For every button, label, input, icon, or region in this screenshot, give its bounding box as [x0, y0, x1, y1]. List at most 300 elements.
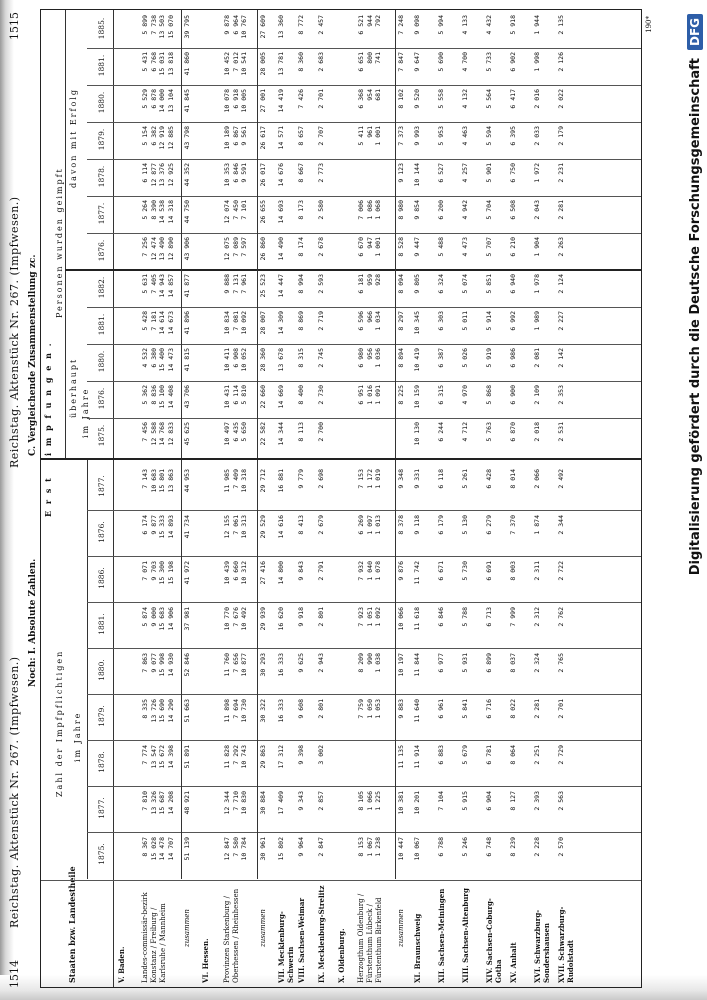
table-cell: 7 426	[297, 89, 305, 109]
table-cell: 2 570	[557, 837, 565, 857]
table-cell: 6 179	[437, 515, 445, 535]
table-cell: 2 765	[557, 653, 565, 673]
table-cell: 11 914	[413, 745, 421, 769]
table-cell: 10 130	[413, 422, 421, 446]
table-cell: 15 802	[277, 837, 285, 861]
year-header: 1881.	[97, 613, 106, 635]
table-cell: 9 348	[397, 469, 405, 489]
table-cell: 10 431 6 114 5 810	[223, 385, 248, 409]
table-cell: 7 104	[437, 791, 445, 811]
table-right-super-a: i m p f u n g e n .	[43, 341, 53, 456]
table-cell: 16 620	[277, 607, 285, 631]
table-cell: 6 671	[437, 561, 445, 581]
running-header	[8, 12, 28, 988]
table-cell: 41 972	[183, 561, 191, 585]
table-cell: 8 022	[509, 699, 517, 719]
table-cell: 4 970	[461, 385, 469, 405]
table-cell: 6 521 944 792	[357, 15, 382, 35]
table-cell: 29 712	[259, 469, 267, 493]
label-column-rule	[41, 880, 641, 881]
footnote-number: 190*	[645, 16, 653, 33]
year-header: 1878.	[97, 165, 106, 188]
table-cell: 2 081	[533, 348, 541, 368]
table-cell: 4 133	[461, 15, 469, 35]
table-cell: 41 896	[183, 311, 191, 335]
column-rule	[87, 307, 641, 308]
table-cell: 2 457	[317, 15, 325, 35]
year-header: 1875.	[97, 424, 106, 447]
table-cell: 1 972	[533, 163, 541, 183]
year-header: 1876.	[97, 239, 106, 262]
table-cell: 14 419	[277, 89, 285, 113]
row-label: XVI. Schwarzburg-Sondershausen	[533, 909, 551, 983]
table-cell: 43 798	[183, 126, 191, 150]
table-cell: 2 043	[533, 200, 541, 220]
table-cell: 9 876	[397, 561, 405, 581]
table-cell: 2 135	[557, 15, 565, 35]
table-cell: 13 360	[277, 15, 285, 39]
table-cell: 7 923 1 051 1 092	[357, 607, 382, 627]
table-cell: 7 373	[397, 126, 405, 146]
table-cell: 5 594	[485, 126, 493, 146]
year-header: 1875.	[97, 843, 106, 865]
table-cell: 9 878 6 964 10 767	[223, 15, 248, 39]
page-number-left: 1514	[8, 960, 21, 988]
table-cell: 5 994	[437, 15, 445, 35]
table-cell: 7 774 13 547 15 672 14 398	[141, 745, 175, 769]
table-cell: 9 993	[413, 126, 421, 146]
row-label: zusammen	[183, 909, 191, 947]
table-cell: 8 174	[297, 237, 305, 257]
table-cell: 9 805	[413, 274, 421, 294]
table-cell: 2 109	[533, 385, 541, 405]
table-cell: 8 869	[297, 311, 305, 331]
table-cell: 4 257	[461, 163, 469, 183]
table-cell: 7 863 9 077 15 998 14 930	[141, 653, 175, 677]
table-cell: 26 655	[259, 200, 267, 224]
table-cell: 8 113	[297, 422, 305, 442]
table-cell: 2 228	[533, 837, 541, 857]
table-cell: 2 700	[317, 422, 325, 442]
table-cell: 14 447	[277, 274, 285, 298]
table-cell: 6 428	[485, 469, 493, 489]
table-cell: 39 795	[183, 15, 191, 39]
table-cell: 10 066	[397, 607, 405, 631]
column-rule	[87, 602, 641, 603]
table-cell: 2 722	[557, 561, 565, 581]
table-cell: 6 750	[509, 163, 517, 183]
table-cell: 14 571	[277, 126, 285, 150]
table-cell: 5 788	[461, 607, 469, 627]
table-cell: 48 921	[183, 791, 191, 815]
row-label: XV. Anhalt	[509, 942, 518, 983]
table-cell: 27 416	[259, 561, 267, 585]
subtotal-rule	[395, 10, 396, 458]
column-rule	[87, 832, 641, 833]
table-cell: 8 400	[297, 385, 305, 405]
column-rule	[87, 48, 641, 49]
table-cell: 28 007	[259, 311, 267, 335]
table-cell: 28 360	[259, 348, 267, 372]
table-cell: 5 841	[461, 699, 469, 719]
table-cell: 16 881	[277, 469, 285, 493]
table-cell: 2 311	[533, 561, 541, 581]
table-cell: 45 625	[183, 422, 191, 446]
table-cell: 2 018	[533, 422, 541, 442]
table-cell: 6 508	[509, 200, 517, 220]
table-cell: 27 609	[259, 15, 267, 39]
table-cell: 6 174 9 877 15 333 14 893	[141, 515, 175, 539]
table-cell: 6 368 954 681	[357, 89, 382, 109]
table-cell: 12 847 7 580 10 784	[223, 837, 248, 861]
table-cell: 6 279	[485, 515, 493, 535]
subtotal-rule	[181, 10, 182, 458]
table-cell: 6 691	[485, 561, 493, 581]
table-cell: 8 064	[509, 745, 517, 765]
table-cell: 2 745	[317, 348, 325, 368]
header-bottom-rule	[113, 10, 114, 458]
table-cell: 11 985 7 409 10 318	[223, 469, 248, 493]
column-rule	[87, 694, 641, 695]
table-cell: 8 239	[509, 837, 517, 857]
column-rule	[87, 233, 641, 234]
table-cell: 2 066	[533, 469, 541, 489]
table-cell: 2 393	[533, 791, 541, 811]
table-cell: 5 411 961 1 001	[357, 126, 382, 146]
table-cell: 1 874	[533, 515, 541, 535]
table-cell: 6 748	[485, 837, 493, 857]
table-cell: 6 417	[509, 89, 517, 109]
subtotal-rule	[395, 459, 396, 879]
table-cell: 5 362 8 836 15 100 14 408	[141, 385, 175, 409]
table-cell: 7 810 13 326 15 687 14 208	[141, 791, 175, 815]
column-rule	[87, 159, 641, 160]
table-cell: 44 953	[183, 469, 191, 493]
table-cell: 10 345	[413, 311, 421, 335]
year-header: 1879.	[97, 705, 106, 727]
table-cell: 2 762	[557, 607, 565, 627]
table-cell: 17 409	[277, 791, 285, 815]
column-rule	[87, 786, 641, 787]
year-header: 1877.	[97, 202, 106, 225]
table-cell: 5 915	[461, 791, 469, 811]
row-label: VII. Mecklenburg-Schwerin	[277, 911, 295, 983]
table-cell: 6 395	[509, 126, 517, 146]
table-cell: 5 261	[461, 469, 469, 489]
column-rule	[87, 740, 641, 741]
table-cell: 9 331	[413, 469, 421, 489]
table-cell: 8 315	[297, 348, 305, 368]
table-cell: 2 281	[533, 699, 541, 719]
table-cell: 7 006 1 086 1 068	[357, 200, 382, 220]
table-cell: 5 264 8 390 14 538 14 318	[141, 200, 175, 224]
table-cell: 6 870	[509, 422, 517, 442]
table-cell: 2 683	[317, 52, 325, 72]
table-cell: 2 231	[557, 163, 565, 183]
table-cell: 7 456 12 588 14 768 12 833	[141, 422, 175, 446]
table-cell: 8 102	[397, 89, 405, 109]
table-cell: 16 333	[277, 653, 285, 677]
table-cell: 6 902	[509, 52, 517, 72]
table-cell: 1 904	[533, 237, 541, 257]
table-cell: 9 608	[297, 699, 305, 719]
table-cell: 8 014	[509, 469, 517, 489]
table-cell: 9 854	[413, 200, 421, 220]
table-cell: 2 179	[557, 126, 565, 146]
table-cell: 14 693	[277, 200, 285, 224]
table-cell: 14 669	[277, 385, 285, 409]
page-number-right: 1515	[8, 12, 21, 40]
table-cell: 6 651 800 741	[357, 52, 382, 72]
row-label: XIII. Sachsen-Altenburg	[461, 888, 470, 983]
column-rule	[87, 381, 641, 382]
table-cell: 7 370	[509, 515, 517, 535]
table-cell: 13 678	[277, 348, 285, 372]
table-cell: 14 616	[277, 515, 285, 539]
table-cell: 2 281	[557, 200, 565, 220]
table-cell: 9 123	[397, 163, 405, 183]
table-cell: 11 135	[397, 745, 405, 769]
table-cell: 8 335 13 726 15 690 14 290	[141, 699, 175, 723]
table-cell: 14 800	[277, 561, 285, 585]
year-header: 1885.	[97, 17, 106, 40]
table-cell: 10 078 6 918 10 005	[223, 89, 248, 113]
table-cell: 5 690	[437, 52, 445, 72]
table-cell: 8 657	[297, 126, 305, 146]
table-cell: 44 352	[183, 163, 191, 187]
table-cell: 17 312	[277, 745, 285, 769]
table-cell: 13 781	[277, 52, 285, 76]
dfg-logo-icon: DFG	[687, 14, 703, 50]
table-right-sub-right: davon mit Erfolg	[69, 88, 78, 188]
table-cell: 10 353 6 846 9 591	[223, 163, 248, 187]
table-cell: 8 378	[397, 515, 405, 535]
table-cell: 6 200	[437, 200, 445, 220]
year-header: 1880.	[97, 350, 106, 373]
table-cell: 2 593	[317, 274, 325, 294]
table-cell: 8 003	[509, 561, 517, 581]
table-cell: 8 772	[297, 15, 305, 35]
table-cell: 9 118	[413, 515, 421, 535]
header-bottom-rule	[113, 459, 114, 987]
table-cell: 12 074 7 450 7 101	[223, 200, 248, 224]
table-cell: 2 344	[557, 515, 565, 535]
table-left-super-c: im Jahre	[73, 711, 82, 762]
table-cell: 5 631 7 405 14 943 14 857	[141, 274, 175, 298]
table-cell: 8 225	[397, 385, 405, 405]
table-cell: 2 353	[557, 385, 565, 405]
table-cell: 28 005	[259, 52, 267, 76]
table-cell: 9 883	[397, 699, 405, 719]
table-cell: 12 075 7 089 7 597	[223, 237, 248, 261]
subtotal-rule	[181, 459, 182, 879]
table-cell: 8 980	[397, 200, 405, 220]
table-cell: 14 309	[277, 311, 285, 335]
table-cell: 10 452 7 012 10 541	[223, 52, 248, 76]
table-cell: 6 118	[437, 469, 445, 489]
running-title-left: Reichstag. Aktenstück Nr. 267. (Impfwesen.)	[8, 656, 21, 928]
table-cell: 14 676	[277, 163, 285, 187]
table-cell: 4 132	[461, 89, 469, 109]
table-cell: 7 256 12 474 13 490 12 890	[141, 237, 175, 261]
column-rule	[87, 344, 641, 345]
table-cell: 11 828 7 292 10 743	[223, 745, 248, 769]
table-cell: 2 679	[317, 515, 325, 535]
table-cell: 10 419	[413, 348, 421, 372]
table-cell: 5 428 7 181 14 614 14 673	[141, 311, 175, 335]
table-cell: 4 942	[461, 200, 469, 220]
year-header: 1880.	[97, 91, 106, 114]
table-cell: 5 874 9 000 15 683 14 906	[141, 607, 175, 631]
column-rule	[87, 122, 641, 123]
table-cell: 8 367 15 028 14 478 14 707	[141, 837, 175, 861]
table-cell: 29 863	[259, 745, 267, 769]
table-cell: 44 750	[183, 200, 191, 224]
table-cell: 10 770 7 676 10 492	[223, 607, 248, 631]
table-cell: 6 846	[437, 607, 445, 627]
table-cell: 2 698	[317, 469, 325, 489]
table-cell: 30 884	[259, 791, 267, 815]
table-cell: 2 251	[533, 745, 541, 765]
table-cell: 25 523	[259, 274, 267, 298]
table-cell: 2 943	[317, 653, 325, 673]
table-cell: 9 447	[413, 237, 421, 257]
column-rule	[87, 556, 641, 557]
table-cell: 6 940	[509, 274, 517, 294]
table-cell: 14 344	[277, 422, 285, 446]
table-cell: 8 894	[397, 348, 405, 368]
table-cell: 2 492	[557, 469, 565, 489]
table-cell: 10 201	[413, 791, 421, 815]
table-cell: 4 463	[461, 126, 469, 146]
table-cell: 2 022	[557, 89, 565, 109]
table-cell: 51 139	[183, 837, 191, 861]
table-cell: 2 227	[557, 311, 565, 331]
table-cell: 11 760 7 656 10 877	[223, 653, 248, 677]
table-right-title: C. Vergleichende Zusammenstellung zc.	[28, 254, 38, 456]
running-title-right: Reichstag. Aktenstück Nr. 267. (Impfwesen.)	[8, 196, 21, 468]
row-label: VIII. Sachsen-Weimar	[297, 897, 306, 983]
table-cell: 8 094	[397, 274, 405, 294]
table-cell: 43 706	[183, 385, 191, 409]
table-cell: 5 488	[437, 237, 445, 257]
table-cell: 6 181 959 928	[357, 274, 382, 294]
table-cell: 1 944	[533, 15, 541, 35]
table-cell: 7 932 1 040 1 078	[357, 561, 382, 581]
table-cell: 2 730	[317, 385, 325, 405]
table-cell: 5 431 6 768 15 031 13 818	[141, 52, 175, 76]
table-cell: 10 411 6 908 10 052	[223, 348, 248, 372]
table-cell: 5 914	[485, 311, 493, 331]
table-cell: 5 529 6 878 14 000 13 104	[141, 89, 175, 113]
table-cell: 9 343	[297, 791, 305, 811]
table-cell: 8 173	[297, 200, 305, 220]
table-cell: 8 105 1 066 1 225	[357, 791, 382, 811]
table-cell: 6 904	[485, 791, 493, 811]
table-cell: 9 918	[297, 607, 305, 627]
table-cell: 2 312	[533, 607, 541, 627]
table-cell: 5 953	[437, 126, 445, 146]
table-cell: 2 701	[317, 89, 325, 109]
table-cell: 6 716	[485, 699, 493, 719]
subtotal-rule	[257, 459, 258, 879]
year-header: 1886.	[97, 567, 106, 589]
corner-label: Staaten bzw. Landestheile	[67, 866, 77, 983]
table-cell: 41 815	[183, 348, 191, 372]
header-rule	[65, 10, 66, 458]
table-cell: 22 582	[259, 422, 267, 446]
table-cell: 6 269 1 097 1 013	[357, 515, 382, 535]
table-cell: 6 961	[437, 699, 445, 719]
table-cell: 2 124	[557, 274, 565, 294]
table-left-super-b: Zahl der Impfpflichtigen	[55, 649, 64, 797]
table-cell: 30 322	[259, 699, 267, 723]
table-cell: 9 625	[297, 653, 305, 673]
table-cell: 6 387	[437, 348, 445, 368]
table-cell: 7 999	[509, 607, 517, 627]
table-cell: 6 992	[509, 311, 517, 331]
table-cell: 5 918	[509, 15, 517, 35]
table-cell: 5 899 7 738 13 503 15 070	[141, 15, 175, 39]
table-cell: 11 844	[413, 653, 421, 677]
row-label: XVII. Schwarzburg-Rudolstadt	[557, 906, 575, 983]
dfg-banner	[683, 0, 707, 1000]
table-cell: 10 381	[397, 791, 405, 815]
table-left-title: Noch: I. Absolute Zahlen.	[28, 558, 38, 687]
table-cell: 8 209 990 1 038	[357, 653, 382, 673]
table-cell: 10 159	[413, 385, 421, 409]
row-label: Herzogthum Oldenburg / Fürstenthum Lübeck / Fürstenthum Birkenfeld	[357, 893, 383, 983]
year-header: 1879.	[97, 128, 106, 151]
table-cell: 2 773	[317, 163, 325, 183]
header-rule	[87, 459, 88, 879]
table-cell: 9 398	[297, 745, 305, 765]
table-cell: 4 473	[461, 237, 469, 257]
table-cell: 1 978	[533, 274, 541, 294]
table-cell: 5 733	[485, 52, 493, 72]
table-cell: 9 647	[413, 52, 421, 72]
row-label: Landes-commissär-bezirk Konstanz / Freiburg / Karlsruhe / Mannheim	[141, 892, 167, 983]
year-header: 1876.	[97, 387, 106, 410]
table-cell: 2 263	[557, 237, 565, 257]
table-cell: 5 011	[461, 311, 469, 331]
table-cell: 5 246	[461, 837, 469, 857]
table-cell: 2 580	[317, 200, 325, 220]
table-left-vaccination-obligated	[28, 458, 642, 988]
table-cell: 12 155 7 061 10 313	[223, 515, 248, 539]
table-cell: 9 843	[297, 561, 305, 581]
table-cell: 8 528	[397, 237, 405, 257]
table-cell: 5 679	[461, 745, 469, 765]
table-cell: 2 701	[557, 699, 565, 719]
table-cell: 7 153 1 172 1 019	[357, 469, 382, 489]
table-cell: 6 114 12 877 13 376 12 925	[141, 163, 175, 187]
table-cell: 3 002	[317, 745, 325, 765]
column-rule	[87, 418, 641, 419]
year-header: 1882.	[97, 276, 106, 299]
table-cell: 8 127	[509, 791, 517, 811]
table-cell: 6 788	[437, 837, 445, 857]
table-right-super-b: Personen wurden geimpft	[55, 167, 64, 318]
year-header: 1877.	[97, 475, 106, 497]
table-cell: 2 678	[317, 237, 325, 257]
table-cell: 29 939	[259, 607, 267, 631]
table-right-sub-left: überhaupt	[69, 357, 78, 418]
table-cell: 10 197	[397, 653, 405, 677]
table-cell: 5 730	[461, 561, 469, 581]
table-cell: 6 900	[509, 385, 517, 405]
table-cell: 9 888 7 131 7 961	[223, 274, 248, 294]
